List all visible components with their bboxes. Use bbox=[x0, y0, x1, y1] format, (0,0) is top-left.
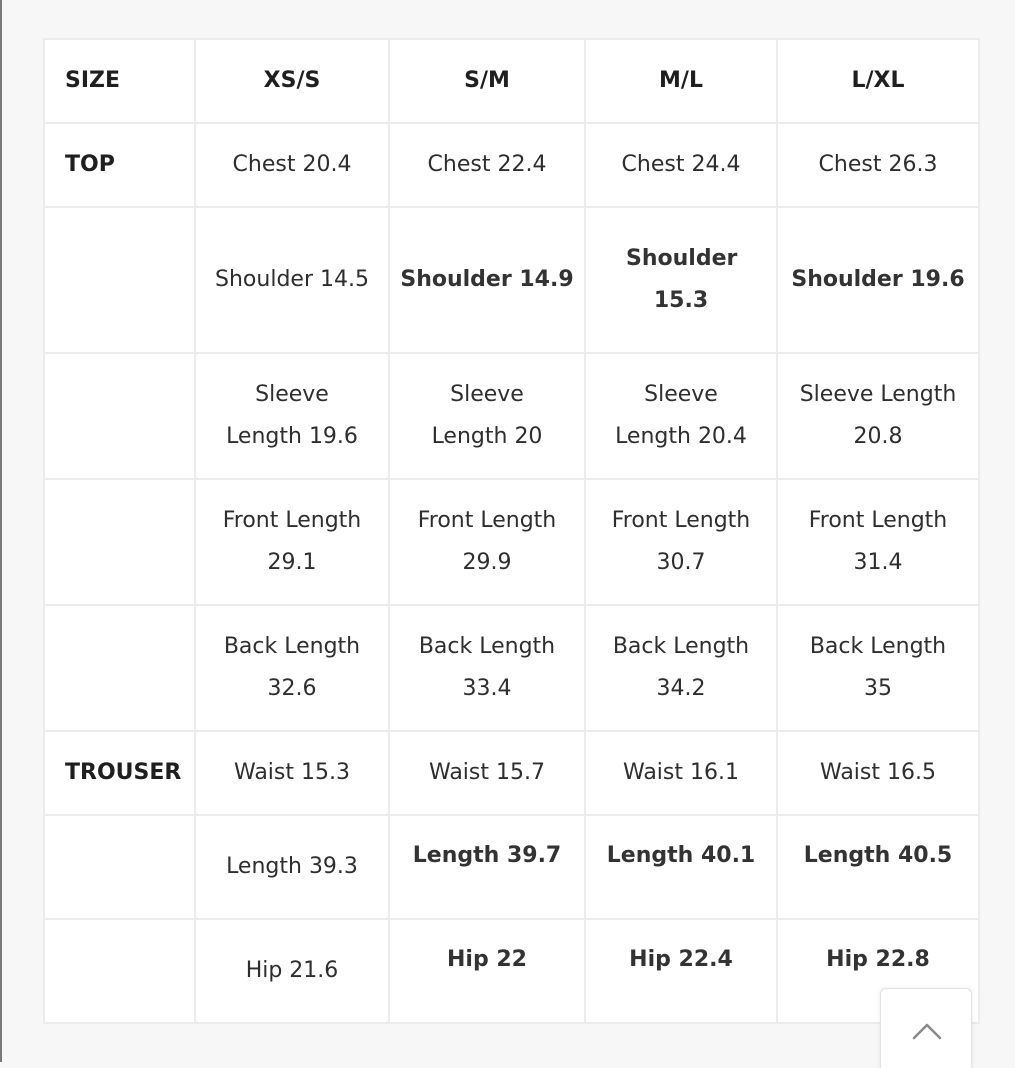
table-cell: Length 40.1 bbox=[585, 815, 777, 919]
table-cell: Hip 22.4 bbox=[585, 919, 777, 1023]
table-cell: Sleeve Length 20.8 bbox=[777, 353, 979, 479]
size-chart-table bbox=[43, 38, 980, 1024]
header-cell: L/XL bbox=[777, 39, 979, 123]
table-row bbox=[44, 207, 979, 353]
table-cell: Back Length 34.2 bbox=[585, 605, 777, 731]
table-cell: Shoulder 19.6 bbox=[777, 207, 979, 353]
table-cell: Shoulder 14.5 bbox=[195, 207, 389, 353]
table-cell: Length 39.7 bbox=[389, 815, 585, 919]
header-cell: M/L bbox=[585, 39, 777, 123]
table-row bbox=[44, 731, 979, 815]
table-row bbox=[44, 605, 979, 731]
row-label bbox=[44, 919, 195, 1023]
table-cell: Front Length 30.7 bbox=[585, 479, 777, 605]
table-cell: Length 40.5 bbox=[777, 815, 979, 919]
header-cell: XS/S bbox=[195, 39, 389, 123]
table-cell: Back Length 33.4 bbox=[389, 605, 585, 731]
table-cell: Length 39.3 bbox=[195, 815, 389, 919]
table-row bbox=[44, 123, 979, 207]
table-cell: Sleeve Length 19.6 bbox=[195, 353, 389, 479]
table-cell: Waist 16.5 bbox=[777, 731, 979, 815]
table-cell: Front Length 29.9 bbox=[389, 479, 585, 605]
table-cell: Shoulder 14.9 bbox=[389, 207, 585, 353]
table-cell: Sleeve Length 20 bbox=[389, 353, 585, 479]
row-label bbox=[44, 605, 195, 731]
table-cell: Chest 20.4 bbox=[195, 123, 389, 207]
table-cell: Shoulder 15.3 bbox=[585, 207, 777, 353]
scroll-to-top-button[interactable] bbox=[880, 988, 972, 1068]
table-row bbox=[44, 479, 979, 605]
table-cell: Waist 15.7 bbox=[389, 731, 585, 815]
row-label: TROUSER bbox=[44, 731, 195, 815]
table-cell: Back Length 32.6 bbox=[195, 605, 389, 731]
table-cell: Hip 22.8 bbox=[777, 919, 979, 1023]
header-cell: S/M bbox=[389, 39, 585, 123]
table-header-row bbox=[44, 39, 979, 123]
table-cell: Front Length 31.4 bbox=[777, 479, 979, 605]
table-cell: Chest 22.4 bbox=[389, 123, 585, 207]
table-cell: Back Length 35 bbox=[777, 605, 979, 731]
row-label: TOP bbox=[44, 123, 195, 207]
table-row bbox=[44, 353, 979, 479]
row-label bbox=[44, 353, 195, 479]
table-cell: Chest 24.4 bbox=[585, 123, 777, 207]
table-cell: Chest 26.3 bbox=[777, 123, 979, 207]
table-cell: Hip 22 bbox=[389, 919, 585, 1023]
table-cell: Front Length 29.1 bbox=[195, 479, 389, 605]
table-cell: Hip 21.6 bbox=[195, 919, 389, 1023]
table-row bbox=[44, 919, 979, 1023]
header-cell: SIZE bbox=[44, 39, 195, 123]
row-label bbox=[44, 815, 195, 919]
table-cell: Waist 15.3 bbox=[195, 731, 389, 815]
row-label bbox=[44, 479, 195, 605]
table-cell: Sleeve Length 20.4 bbox=[585, 353, 777, 479]
table-cell: Waist 16.1 bbox=[585, 731, 777, 815]
row-label bbox=[44, 207, 195, 353]
chevron-up-icon bbox=[912, 1022, 942, 1040]
table-row bbox=[44, 815, 979, 919]
